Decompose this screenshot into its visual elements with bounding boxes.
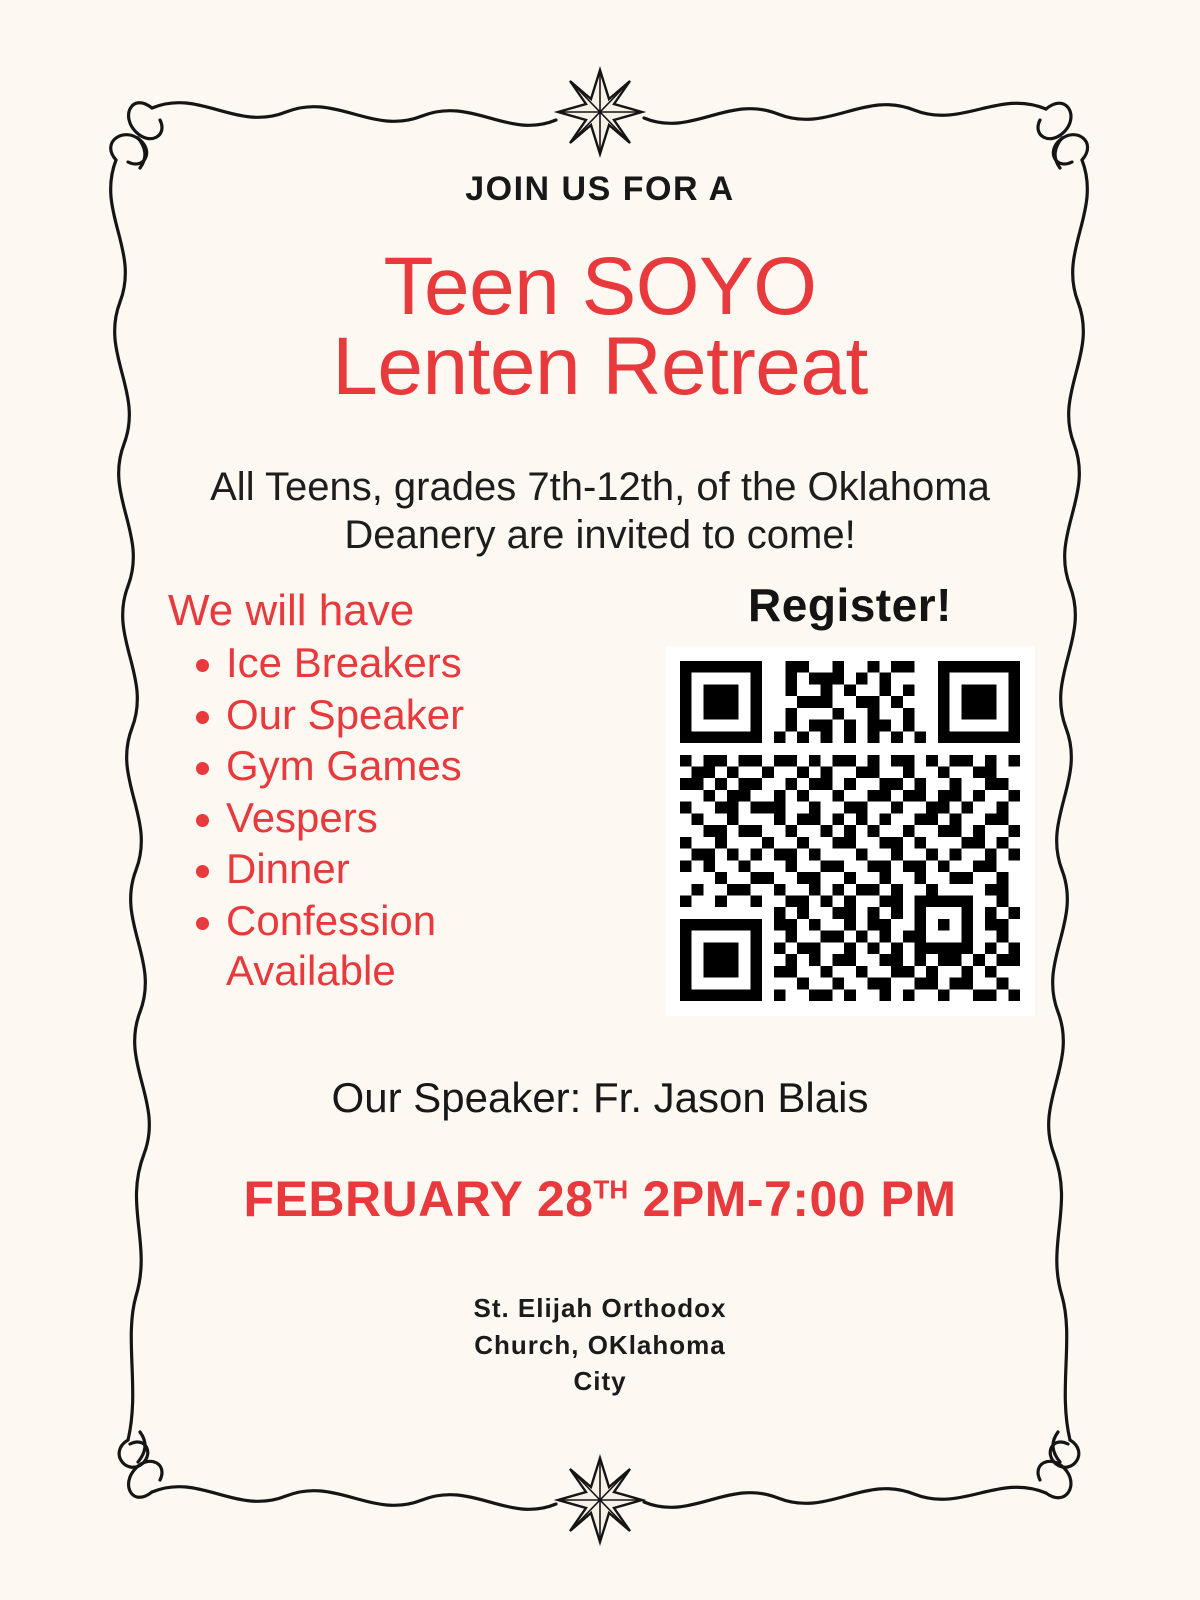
title-line-1: Teen SOYO (383, 241, 817, 332)
features-list (168, 638, 580, 995)
venue-line-3: City (573, 1366, 627, 1397)
eyebrow-text: JOIN US FOR A (465, 170, 735, 208)
event-time: 2PM-7:00 PM (642, 1171, 957, 1228)
top-star-icon (558, 70, 642, 154)
intro-paragraph: All Teens, grades 7th-12th, of the Oklahoma Deanery are invited to come! (210, 464, 990, 558)
features-heading: We will have (168, 586, 415, 636)
bottom-star-icon (558, 1458, 642, 1542)
features-column (150, 578, 580, 997)
speaker-line: Our Speaker: Fr. Jason Blais (331, 1074, 869, 1122)
registration-qr-code[interactable] (680, 661, 1020, 1001)
event-date: FEBRUARY 28 (243, 1171, 594, 1228)
qr-code-card (665, 646, 1035, 1016)
list-item: Dinner (226, 844, 580, 894)
register-column (650, 578, 1050, 1016)
list-item: Confession Available (226, 896, 580, 995)
event-datetime (150, 1170, 1050, 1228)
poster-content (150, 150, 1050, 1450)
venue-address (150, 1290, 1050, 1399)
middle-section (150, 578, 1050, 1016)
list-item: Gym Games (226, 741, 580, 791)
list-item: Vespers (226, 793, 580, 843)
page-title (150, 241, 1050, 413)
title-line-2: Lenten Retreat (332, 321, 868, 413)
list-item: Ice Breakers (226, 638, 580, 688)
register-label: Register! (748, 579, 952, 632)
venue-line-2: Church, OKlahoma (474, 1329, 726, 1360)
venue-line-1: St. Elijah Orthodox (473, 1293, 727, 1324)
date-ordinal-suffix: TH (593, 1174, 629, 1205)
list-item: Our Speaker (226, 690, 580, 740)
